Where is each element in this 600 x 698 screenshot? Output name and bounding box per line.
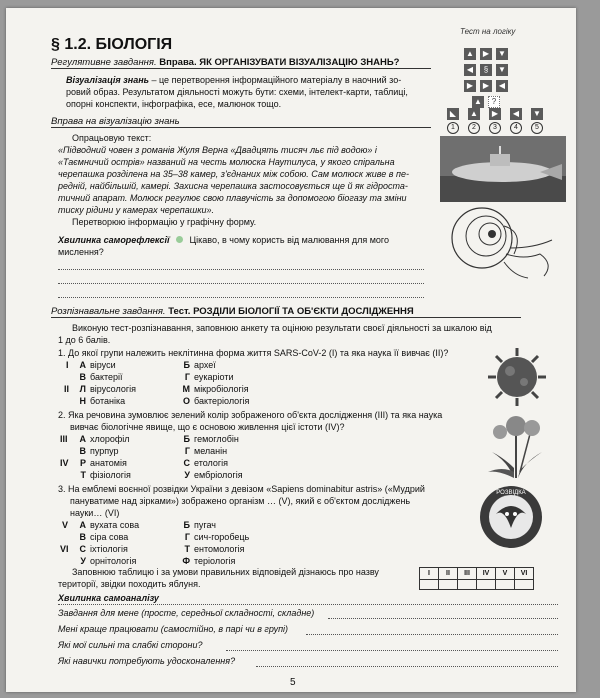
option: Г еукаріоти [184,372,234,382]
table-header: I [420,568,439,580]
puzzle-cell: ▼ [496,64,508,76]
definition-term: Візуалізація знань [66,75,149,85]
answer-number: 4 [510,122,522,134]
page-title: § 1.2. БІОЛОГІЯ [51,36,173,53]
table-instructions [58,566,412,590]
answer-cell[interactable] [515,580,534,590]
option: О бактеріологія [182,396,250,406]
option: М мікробіологія [182,384,249,394]
self-analysis-label: Хвилинка самоаналізу [58,593,159,603]
test-intro: Виконую тест-розпізнавання, заповнюю анкету та оцінюю результати своєї діяльності за шкалою від [72,323,492,333]
question-1: 1. До якої групи належить неклітинна форма життя SARS-CoV-2 (I) та яка наука її вивчає (II)? [58,348,449,358]
option: У ембріологія [184,470,243,480]
definition-text: – це перетворення інформаційного матеріалу в наочний зо- [149,75,402,85]
question-line: вивчає біологічне явище, що є основою живлення цієї істоти (IV)? [70,422,345,432]
heading-prefix: Регулятивне завдання. [51,57,157,68]
option: Р анатомія [79,458,127,468]
table-header: IV [477,568,496,580]
roman-label: II [64,384,70,394]
question-line: 3. На емблемі воєнної розвідки України з девізом «Sapiens dominabitur astris» («Мудрий [58,484,425,494]
answer-option-2: ▲ [468,108,480,120]
puzzle-cell: ◀ [464,64,476,76]
definition-text: ровий образ. Результатом діяльності можуть бути: схеми, інтелект-карти, таблиці, [66,87,408,97]
answer-option-1: ◣ [447,108,459,120]
puzzle-cell: ▲ [464,48,476,60]
quote-line: «Підводний човен з романів Жуля Верна «Двадцять тисяч льє під водою» і [58,145,377,155]
quote-paragraph [58,144,438,216]
self-analysis-item: Мені краще працювати (самостійно, в парі чи в групі) [58,624,289,634]
reflection-label: Хвилинка саморефлексії [58,235,170,245]
answer-cell[interactable] [477,580,496,590]
question-3 [58,483,498,519]
puzzle-cell-unknown: ? [488,96,500,108]
answer-line[interactable] [58,297,424,298]
virus-illustration [484,346,550,408]
quote-line: тиску рідини у камерах черепашки». [58,205,215,215]
puzzle-cell: ▼ [496,48,508,60]
quote-line: «Таємничий острів» названий на честь молюска Наутилуса, у якого спіральна [58,157,395,167]
option: В пурпур [79,446,119,456]
question-line: науки… (VI) [70,508,120,518]
definition-paragraph [66,74,436,110]
puzzle-cell: § [480,64,492,76]
answer-option-3: ▶ [489,108,501,120]
option: В сіра сова [79,532,129,542]
option: Б пугач [183,520,216,530]
table-header: II [439,568,458,580]
option: Ф теріологія [182,556,236,566]
self-analysis-item: Які навички потребують удосконалення? [58,656,236,666]
roman-label: I [66,360,69,370]
roman-label: III [60,434,68,444]
option: С етологія [183,458,229,468]
option: А хлорофіл [79,434,130,444]
separator-line [58,604,558,605]
quote-line: черепашка розділена на 35–38 камер, з'єднаних між собою. Сам молюск живе в пе- [58,169,409,179]
answer-line[interactable] [226,650,558,651]
answer-number: 5 [531,122,543,134]
option: А вухата сова [79,520,140,530]
option: В бактерії [79,372,123,382]
table-header: V [496,568,515,580]
heading-bold: Вправа. ЯК ОРГАНІЗУВАТИ ВІЗУАЛІЗАЦІЮ ЗНАНЬ? [159,57,400,68]
puzzle-cell: ▶ [480,80,492,92]
nautilus-illustration [444,204,566,280]
roman-label: V [62,520,69,530]
answer-line[interactable] [58,269,424,270]
visualization-heading [51,116,431,128]
answer-number: 2 [468,122,480,134]
option: С іхтіологія [79,544,128,554]
regulatory-task-heading [51,57,431,69]
puzzle-cell: ◀ [496,80,508,92]
option: Т фізіологія [80,470,131,480]
question-line: пануватиме над зірками») зображено організм … (V), який є об'єктом досліджень [70,496,411,506]
self-analysis-item: Завдання для мене (просте, середньої складності, складне) [58,608,315,618]
puzzle-cell: ▲ [472,96,484,108]
option: Л вірусологія [79,384,137,394]
answer-cell[interactable] [496,580,515,590]
intro-text: Опрацьовую текст: [72,133,152,143]
answer-line[interactable] [306,634,558,635]
table-header: VI [515,568,534,580]
heading-prefix: Розпізнавальне завдання. [51,306,166,317]
answer-line[interactable] [58,283,424,284]
instruction-line: Заповнюю таблицю і за умови правильних відповідей дізнаюсь про назву [72,567,379,577]
answer-cell[interactable] [420,580,439,590]
option: Г сич-горобець [184,532,250,542]
definition-text: опорні конспекти, інфографіка, есе, малюнок тощо. [66,99,282,109]
answer-number: 1 [447,122,459,134]
answer-option-5: ▼ [531,108,543,120]
question-2 [58,409,498,433]
task-text: Перетворюю інформацію у графічну форму. [72,217,257,227]
option: У орнітологія [80,556,137,566]
answer-cell[interactable] [439,580,458,590]
puzzle-cell: ▶ [464,80,476,92]
answer-option-4: ◀ [510,108,522,120]
heading-bold: Тест. РОЗДІЛИ БІОЛОГІЇ ТА ОБ'ЄКТИ ДОСЛІДЖЕННЯ [168,306,414,317]
table-header: III [458,568,477,580]
dandelion-illustration [484,412,550,480]
logic-test-label: Тест на логіку [460,27,516,36]
military-intelligence-emblem [476,484,546,550]
test-intro: 1 до 6 балів. [58,335,111,345]
option: Б гемоглобін [183,434,239,444]
puzzle-cell: ▶ [480,48,492,60]
reflection-icon [176,236,183,243]
answer-table [419,567,534,590]
reflection-block [58,234,428,258]
self-analysis-item: Які мої сильні та слабкі сторони? [58,640,203,650]
option: А віруси [79,360,116,370]
heading-text: Вправа на візуалізацію знань [51,116,180,127]
option: Б археї [183,360,216,370]
recognition-task-heading [51,306,521,318]
quote-line: тичний апарат. Молюск регулює свою плавучість за допомогою біогазу та зміни [58,193,407,203]
option: Т ентомологія [184,544,245,554]
answer-number: 3 [489,122,501,134]
textbook-page [6,8,576,692]
page-number: 5 [290,677,296,688]
option: Г меланін [184,446,228,456]
instruction-line: території, звідки походить яблуня. [58,579,201,589]
submarine-illustration [440,136,566,202]
reflection-question: мислення? [58,247,104,257]
question-line: 2. Яка речовина зумовлює зелений колір зображеного об'єкта дослідження (III) та яка наука [58,410,443,420]
option: Н ботаніка [79,396,126,406]
answer-line[interactable] [256,666,558,667]
emblem-text: РОЗВІДКА [496,490,526,496]
roman-label: IV [60,458,69,468]
answer-line[interactable] [328,618,558,619]
roman-label: VI [60,544,69,554]
reflection-question: Цікаво, в чому користь від малювання для мого [189,235,390,245]
quote-line: редній, найбільшій, камері. Захисна черепашка застосовується ще й як гідроста- [58,181,408,191]
answer-cell[interactable] [458,580,477,590]
